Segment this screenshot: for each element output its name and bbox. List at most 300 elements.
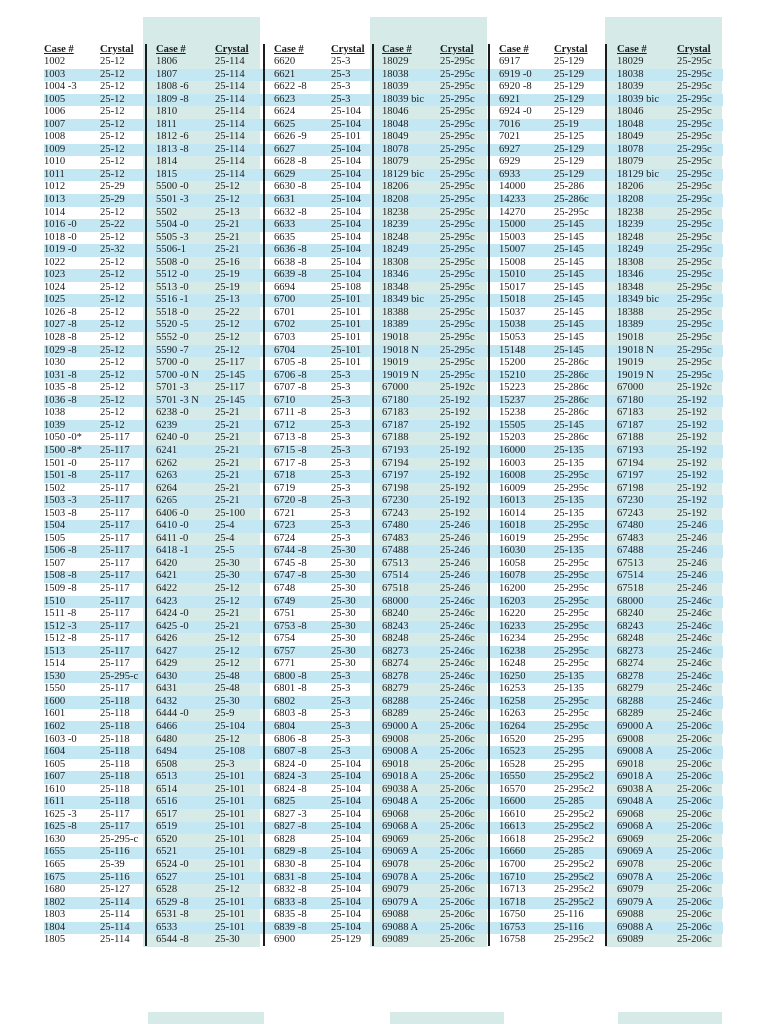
crystal-number: 25-21	[215, 407, 240, 419]
crystal-number: 25-12	[100, 306, 125, 318]
case-number: 6748	[274, 582, 296, 594]
crystal-number: 25-117	[100, 570, 130, 582]
case-number: 18039	[617, 81, 644, 93]
crystal-header: Crystal	[215, 44, 249, 55]
crystal-number: 25-101	[331, 332, 362, 344]
crystal-number: 25-295c	[677, 143, 712, 155]
crystal-number: 25-145	[554, 281, 585, 293]
crystal-number: 25-101	[215, 808, 246, 820]
case-number: 6749	[274, 595, 296, 607]
case-number: 6827 -8	[274, 821, 307, 833]
case-number: 6921	[499, 93, 521, 105]
crystal-number: 25-101	[215, 821, 246, 833]
case-number: 6240 -0	[156, 432, 189, 444]
crystal-number: 25-3	[331, 93, 351, 105]
case-number: 6721	[274, 507, 296, 519]
crystal-number: 25-246	[440, 532, 471, 544]
crystal-number: 25-4	[215, 520, 235, 532]
crystal-number: 25-21	[215, 620, 240, 632]
crystal-number: 25-104	[331, 771, 362, 783]
case-number: 18048	[617, 118, 644, 130]
crystal-number: 25-125	[554, 131, 585, 143]
case-number: 67518	[382, 582, 409, 594]
case-number: 16018	[499, 520, 526, 532]
crystal-number: 25-118	[100, 720, 130, 732]
case-number: 14270	[499, 206, 526, 218]
case-number: 69088 A	[617, 921, 654, 933]
crystal-number: 25-3	[331, 670, 351, 682]
crystal-number: 25-192	[440, 482, 471, 494]
footer-bar	[148, 1012, 264, 1024]
crystal-number: 25-114	[215, 156, 245, 168]
case-number: 6831 -8	[274, 871, 307, 883]
crystal-number: 25-12	[215, 595, 240, 607]
case-number: 6711 -8	[274, 407, 307, 419]
crystal-number: 25-21	[215, 470, 240, 482]
case-number: 6707 -8	[274, 382, 307, 394]
case-number: 67198	[382, 482, 409, 494]
crystal-number: 25-192	[677, 444, 708, 456]
case-number: 6622 -8	[274, 81, 307, 93]
crystal-number: 25-295c	[554, 720, 589, 732]
crystal-number: 25-116	[554, 909, 584, 921]
crystal-number: 25-295c	[440, 281, 475, 293]
crystal-number: 25-12	[100, 168, 125, 180]
crystal-number: 25-21	[215, 608, 240, 620]
case-number: 1030	[44, 357, 66, 369]
case-number: 6411 -0	[156, 532, 189, 544]
case-number: 16000	[499, 444, 526, 456]
case-number: 67180	[382, 394, 409, 406]
crystal-number: 25-295c	[440, 156, 475, 168]
case-number: 6625	[274, 118, 296, 130]
crystal-number: 25-295-c	[100, 833, 139, 845]
crystal-number: 25-30	[331, 582, 356, 594]
case-number: 1502	[44, 482, 66, 494]
case-number: 69008 A	[382, 746, 419, 758]
crystal-number: 25-117	[100, 470, 130, 482]
crystal-number: 25-295c	[677, 156, 712, 168]
case-number: 16750	[499, 909, 526, 921]
crystal-number: 25-295c	[440, 206, 475, 218]
crystal-number: 25-145	[215, 369, 246, 381]
crystal-number: 25-117	[100, 645, 130, 657]
crystal-number: 25-246	[677, 545, 708, 557]
crystal-number: 25-114	[215, 81, 245, 93]
crystal-number: 25-12	[215, 194, 240, 206]
crystal-number: 25-206c	[440, 909, 475, 921]
crystal-number: 25-295c	[677, 194, 712, 206]
case-number: 69079 A	[617, 896, 654, 908]
crystal-number: 25-114	[100, 921, 130, 933]
case-number: 18079	[617, 156, 644, 168]
case-number: 1029 -8	[44, 344, 77, 356]
crystal-number: 25-295c	[677, 93, 712, 105]
crystal-number: 25-116	[100, 846, 130, 858]
crystal-number: 25-104	[331, 859, 362, 870]
crystal-number: 25-246	[677, 520, 708, 532]
case-number: 69018	[617, 758, 644, 770]
crystal-number: 25-117	[100, 532, 130, 544]
crystal-number: 25-206c	[677, 934, 712, 946]
case-number: 67187	[382, 419, 409, 431]
case-number: 6519	[156, 821, 178, 833]
crystal-number: 25-114	[100, 896, 130, 908]
crystal-number: 25-104	[331, 143, 362, 155]
crystal-number: 25-246c	[440, 633, 475, 645]
crystal-number: 25-13	[215, 294, 240, 306]
crystal-number: 25-13	[215, 206, 240, 218]
crystal-number: 25-3	[331, 695, 351, 707]
crystal-number: 25-295c	[677, 269, 712, 281]
case-number: 6702	[274, 319, 296, 331]
case-number: 18346	[617, 269, 644, 281]
case-number: 68248	[382, 633, 409, 645]
case-number: 6426	[156, 633, 178, 645]
case-number: 15223	[499, 382, 526, 394]
crystal-number: 25-12	[100, 206, 125, 218]
case-number: 6744 -8	[274, 545, 307, 557]
crystal-number: 25-118	[100, 783, 130, 795]
crystal-number: 25-104	[331, 244, 362, 256]
crystal-number: 25-12	[100, 419, 125, 431]
case-number: 6824 -0	[274, 758, 307, 770]
case-number: 69078	[617, 859, 644, 870]
case-number: 6480	[156, 733, 178, 745]
case-number: 19019 N	[382, 369, 419, 381]
case-number: 6706 -8	[274, 369, 307, 381]
case-number: 1812 -6	[156, 131, 189, 143]
case-number: 16523	[499, 746, 526, 758]
crystal-number: 25-206c	[677, 909, 712, 921]
case-number: 5700 -0 N	[156, 369, 199, 381]
crystal-number: 25-206c	[440, 720, 475, 732]
case-number: 6421	[156, 570, 178, 582]
case-number: 18348	[617, 281, 644, 293]
case-number: 6621	[274, 68, 296, 80]
crystal-number: 25-117	[100, 457, 130, 469]
crystal-number: 25-101	[215, 896, 246, 908]
crystal-number: 25-114	[215, 143, 245, 155]
case-number: 16660	[499, 846, 526, 858]
crystal-number: 25-192	[677, 394, 708, 406]
case-number: 15237	[499, 394, 526, 406]
case-number: 18038	[617, 68, 644, 80]
crystal-number: 25-117	[100, 507, 130, 519]
case-number: 69079 A	[382, 896, 419, 908]
case-number: 1804	[44, 921, 66, 933]
crystal-number: 25-192	[440, 432, 471, 444]
crystal-number: 25-104	[331, 118, 362, 130]
case-number: 69008	[382, 733, 409, 745]
case-number: 69088	[617, 909, 644, 921]
case-number: 18029	[382, 56, 409, 67]
crystal-number: 25-206c	[677, 871, 712, 883]
crystal-number: 25-295c	[554, 206, 589, 218]
case-number: 67183	[617, 407, 644, 419]
case-number: 1604	[44, 746, 66, 758]
case-number: 1011	[44, 168, 65, 180]
crystal-number: 25-22	[215, 306, 240, 318]
crystal-number: 25-206c	[440, 896, 475, 908]
crystal-number: 25-295	[554, 733, 585, 745]
crystal-number: 25-145	[554, 269, 585, 281]
case-number: 18129 bic	[617, 168, 660, 180]
case-number: 68279	[617, 683, 644, 695]
case-number: 15003	[499, 231, 526, 243]
case-number: 1501 -0	[44, 457, 77, 469]
crystal-number: 25-192c	[440, 382, 475, 394]
crystal-number: 25-118	[100, 758, 130, 770]
crystal-number: 25-129	[554, 56, 585, 67]
crystal-number: 25-135	[554, 683, 585, 695]
case-number: 18308	[617, 256, 644, 268]
crystal-number: 25-3	[331, 419, 351, 431]
crystal-number: 25-21	[215, 231, 240, 243]
case-number: 6715 -8	[274, 444, 307, 456]
case-number: 67488	[382, 545, 409, 557]
case-number: 6704	[274, 344, 296, 356]
crystal-number: 25-295c	[440, 332, 475, 344]
case-number: 67000	[382, 382, 409, 394]
case-number: 6804	[274, 720, 296, 732]
case-number: 15007	[499, 244, 526, 256]
case-number: 5505 -3	[156, 231, 189, 243]
crystal-number: 25-29	[100, 181, 125, 193]
case-number: 16600	[499, 796, 526, 808]
crystal-number: 25-30	[331, 645, 356, 657]
case-number: 69088 A	[382, 921, 419, 933]
crystal-number: 25-114	[215, 56, 245, 67]
crystal-number: 25-295c2	[554, 821, 595, 833]
crystal-number: 25-129	[331, 934, 362, 946]
crystal-number: 25-12	[100, 382, 125, 394]
case-number: 69018 A	[617, 771, 654, 783]
crystal-number: 25-295c2	[554, 884, 595, 896]
crystal-number: 25-135	[554, 507, 585, 519]
case-number: 1005	[44, 93, 66, 105]
case-number: 68000	[617, 595, 644, 607]
crystal-number: 25-12	[100, 332, 125, 344]
crystal-number: 25-101	[331, 357, 362, 369]
case-number: 18046	[382, 106, 409, 118]
crystal-number: 25-104	[331, 896, 362, 908]
crystal-number: 25-295c	[677, 281, 712, 293]
crystal-number: 25-295c	[554, 608, 589, 620]
crystal-number: 25-3	[331, 495, 351, 507]
case-number: 6638 -8	[274, 256, 307, 268]
case-number: 19018 N	[617, 344, 654, 356]
case-number: 6425 -0	[156, 620, 189, 632]
case-number: 68240	[382, 608, 409, 620]
crystal-number: 25-295c	[440, 194, 475, 206]
case-number: 69018 A	[382, 771, 419, 783]
case-number: 6635	[274, 231, 296, 243]
crystal-number: 25-206c	[677, 771, 712, 783]
crystal-number: 25-295c	[677, 369, 712, 381]
case-number: 1602	[44, 720, 66, 732]
case-number: 67197	[617, 470, 644, 482]
case-number: 1014	[44, 206, 66, 218]
case-number: 1022	[44, 256, 66, 268]
crystal-number: 25-104	[331, 796, 362, 808]
crystal-number: 25-104	[331, 168, 362, 180]
case-number: 1802	[44, 896, 66, 908]
case-number: 18039	[382, 81, 409, 93]
crystal-number: 25-114	[100, 934, 130, 946]
case-number: 6833 -8	[274, 896, 307, 908]
crystal-number: 25-117	[100, 595, 130, 607]
crystal-number: 25-295c	[677, 319, 712, 331]
crystal-number: 25-118	[100, 695, 130, 707]
case-number: 1508 -8	[44, 570, 77, 582]
crystal-number: 25-206c	[440, 859, 475, 870]
case-number: 1811	[156, 118, 177, 130]
crystal-number: 25-295c	[440, 118, 475, 130]
crystal-number: 25-114	[215, 93, 245, 105]
case-number: 67188	[382, 432, 409, 444]
case-number: 15203	[499, 432, 526, 444]
case-number: 1503 -3	[44, 495, 77, 507]
crystal-number: 25-246c	[440, 670, 475, 682]
crystal-number: 25-246c	[440, 620, 475, 632]
case-number: 6713 -8	[274, 432, 307, 444]
case-number: 6238 -0	[156, 407, 189, 419]
crystal-number: 25-295c	[554, 645, 589, 657]
crystal-number: 25-206c	[677, 896, 712, 908]
crystal-number: 25-295c	[440, 256, 475, 268]
case-number: 69048 A	[617, 796, 654, 808]
case-number: 6262	[156, 457, 178, 469]
crystal-number: 25-30	[331, 595, 356, 607]
case-number: 19019 N	[617, 369, 654, 381]
crystal-number: 25-48	[215, 670, 240, 682]
case-number: 6830 -8	[274, 859, 307, 870]
crystal-number: 25-19	[215, 281, 240, 293]
case-number: 16710	[499, 871, 526, 883]
case-number: 67483	[617, 532, 644, 544]
crystal-number: 25-295-c	[100, 670, 139, 682]
crystal-number: 25-118	[100, 771, 130, 783]
case-number: 7021	[499, 131, 521, 143]
case-number: 1019 -0	[44, 244, 77, 256]
crystal-number: 25-116	[554, 921, 584, 933]
case-number: 15238	[499, 407, 526, 419]
crystal-number: 25-3	[331, 81, 351, 93]
case-number: 1035 -8	[44, 382, 77, 394]
crystal-number: 25-3	[331, 708, 351, 720]
crystal-number: 25-16	[215, 256, 240, 268]
crystal-number: 25-104	[331, 219, 362, 231]
crystal-number: 25-3	[331, 507, 351, 519]
case-number: 6636 -8	[274, 244, 307, 256]
crystal-number: 25-101	[331, 294, 362, 306]
crystal-number: 25-32	[100, 244, 125, 256]
case-number: 18049	[617, 131, 644, 143]
case-number: 15200	[499, 357, 526, 369]
crystal-number: 25-129	[554, 143, 585, 155]
case-number: 1611	[44, 796, 65, 808]
case-number: 1031 -8	[44, 369, 77, 381]
case-number: 1808 -6	[156, 81, 189, 93]
case-number: 16203	[499, 595, 526, 607]
crystal-number: 25-101	[215, 846, 246, 858]
case-number: 68279	[382, 683, 409, 695]
crystal-number: 25-206c	[440, 783, 475, 795]
crystal-number: 25-192	[440, 470, 471, 482]
case-number: 7016	[499, 118, 521, 130]
crystal-number: 25-295c	[440, 319, 475, 331]
case-header: Case #	[156, 44, 186, 55]
crystal-number: 25-295c	[554, 557, 589, 569]
crystal-number: 25-145	[554, 256, 585, 268]
case-number: 1010	[44, 156, 66, 168]
case-number: 1814	[156, 156, 178, 168]
case-number: 5520 -5	[156, 319, 189, 331]
crystal-number: 25-246c	[440, 695, 475, 707]
crystal-number: 25-12	[100, 294, 125, 306]
case-number: 6719	[274, 482, 296, 494]
case-number: 69089	[617, 934, 644, 946]
crystal-number: 25-295c	[554, 708, 589, 720]
case-number: 1530	[44, 670, 66, 682]
case-number: 18389	[382, 319, 409, 331]
crystal-number: 25-30	[331, 633, 356, 645]
crystal-number: 25-206c	[677, 884, 712, 896]
case-number: 1026 -8	[44, 306, 77, 318]
crystal-number: 25-12	[215, 658, 240, 670]
case-number: 1506 -8	[44, 545, 77, 557]
crystal-number: 25-206c	[677, 758, 712, 770]
case-number: 67193	[617, 444, 644, 456]
crystal-number: 25-104	[331, 194, 362, 206]
crystal-number: 25-104	[331, 269, 362, 281]
case-number: 5700 -0	[156, 357, 189, 369]
crystal-number: 25-295c	[440, 168, 475, 180]
case-number: 1625 -3	[44, 808, 77, 820]
case-number: 6630 -8	[274, 181, 307, 193]
case-number: 6516	[156, 796, 178, 808]
case-number: 5501 -3	[156, 194, 189, 206]
crystal-number: 25-30	[331, 658, 356, 670]
crystal-number: 25-246c	[440, 595, 475, 607]
crystal-number: 25-192	[677, 482, 708, 494]
case-number: 16220	[499, 608, 526, 620]
crystal-number: 25-246c	[440, 708, 475, 720]
case-number: 16610	[499, 808, 526, 820]
crystal-number: 25-12	[215, 733, 240, 745]
case-number: 68278	[617, 670, 644, 682]
crystal-number: 25-246	[677, 557, 708, 569]
case-number: 67198	[617, 482, 644, 494]
case-number: 67514	[617, 570, 644, 582]
case-number: 1610	[44, 783, 66, 795]
crystal-number: 25-295c	[677, 344, 712, 356]
case-number: 18388	[617, 306, 644, 318]
case-number: 68273	[617, 645, 644, 657]
crystal-number: 25-117	[215, 357, 245, 369]
crystal-number: 25-295c	[677, 181, 712, 193]
crystal-number: 25-101	[215, 783, 246, 795]
case-number: 68000	[382, 595, 409, 607]
case-number: 5513 -0	[156, 281, 189, 293]
case-number: 5701 -3	[156, 382, 189, 394]
column-divider	[605, 44, 607, 946]
case-number: 15037	[499, 306, 526, 318]
case-number: 1813 -8	[156, 143, 189, 155]
case-number: 5552 -0	[156, 332, 189, 344]
case-number: 16528	[499, 758, 526, 770]
